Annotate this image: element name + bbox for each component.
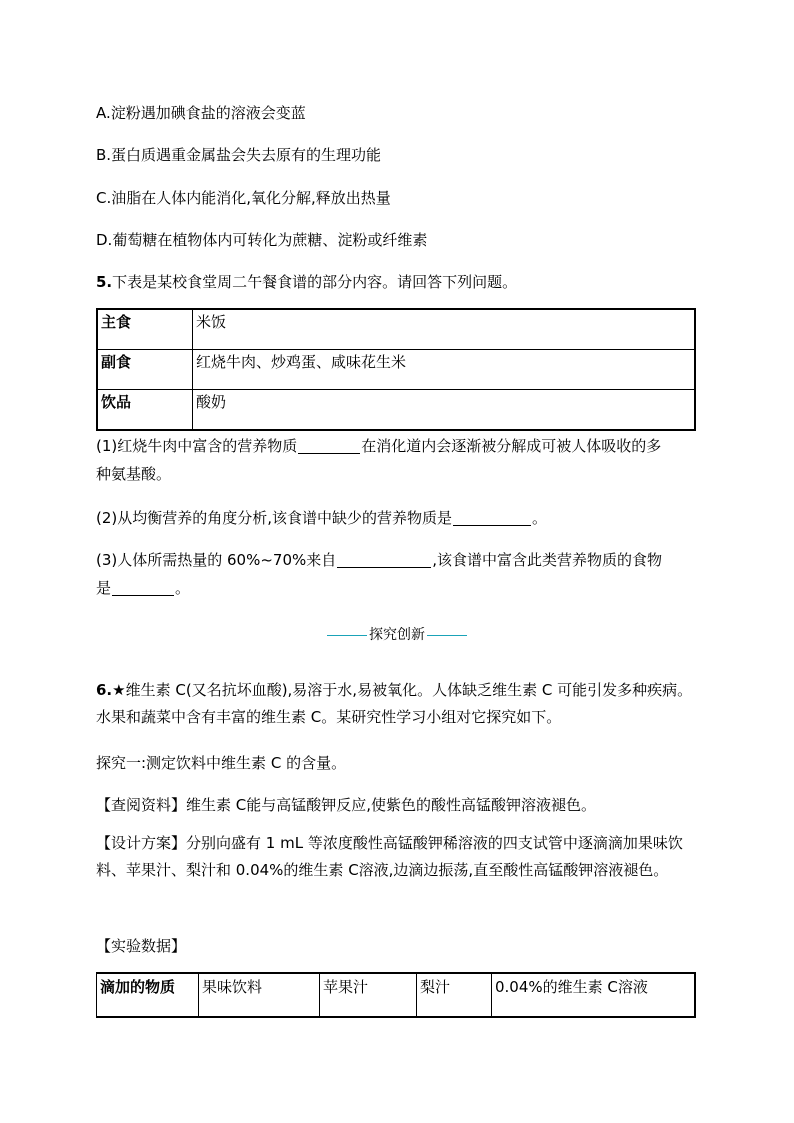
answer-blank[interactable] — [112, 579, 174, 596]
table-cell: 米饭 — [193, 309, 696, 350]
section-heading — [0, 624, 794, 644]
menu-table — [96, 308, 696, 431]
reference-info — [96, 794, 596, 815]
option-b: B.蛋白质遇重金属盐会失去原有的生理功能 — [96, 146, 382, 164]
star-icon: ★ — [112, 681, 126, 699]
question-number: 5. — [96, 273, 113, 291]
table-cell: 酸奶 — [193, 390, 696, 431]
option-c: C.油脂在人体内能消化,氧化分解,释放出热量 — [96, 189, 391, 207]
sub-question-text: ,该食谱中富含此类营养物质的食物 — [432, 551, 663, 569]
sub-question-text: (2)从均衡营养的角度分析,该食谱中缺少的营养物质是 — [96, 509, 453, 527]
table-row — [97, 390, 695, 431]
table-header-cell: 滴加的物质 — [97, 973, 199, 1017]
sub-question-text: 。 — [532, 509, 548, 527]
question-5-stem — [96, 271, 517, 292]
sub-question-3-cont — [96, 577, 190, 598]
divider — [327, 635, 367, 636]
experiment-table — [96, 972, 696, 1018]
paragraph-text: 分别向盛有 1 mL 等浓度酸性高锰酸钾稀溶液的四支试管中逐滴滴加果味饮料、苹果汁、梨汁和 0.04%的维生素 C溶液,边滴边振荡,直至酸性高锰酸钾溶液褪色。 — [96, 834, 683, 879]
data-heading: 【实验数据】 — [96, 937, 187, 955]
sub-question-text: (1)红烧牛肉中富含的营养物质 — [96, 437, 298, 455]
table-header-cell: 饮品 — [97, 390, 193, 431]
question-text: 维生素 C(又名抗坏血酸),易溶于水,易被氧化。人体缺乏维生素 C 可能引发多种疾病。水果和蔬菜中含有丰富的维生素 C。某研究性学习小组对它探究如下。 — [96, 681, 693, 726]
answer-blank[interactable] — [337, 551, 431, 568]
sub-question-text: 。 — [175, 579, 191, 597]
answer-blank[interactable] — [298, 437, 360, 454]
table-header-cell: 苹果汁 — [320, 973, 417, 1017]
option-a: A.淀粉遇加碘食盐的溶液会变蓝 — [96, 104, 306, 122]
answer-blank[interactable] — [453, 509, 531, 526]
paragraph-text: 维生素 C能与高锰酸钾反应,使紫色的酸性高锰酸钾溶液褪色。 — [186, 796, 597, 814]
section-title: 探究创新 — [369, 627, 425, 643]
sub-question-text: (3)人体所需热量的 60%~70%来自 — [96, 551, 337, 569]
table-cell: 红烧牛肉、炒鸡蛋、咸味花生米 — [193, 350, 696, 390]
question-6-stem — [96, 677, 696, 731]
table-row — [97, 350, 695, 390]
design-plan — [96, 830, 696, 884]
sub-question-1 — [96, 435, 661, 456]
question-text: 下表是某校食堂周二午餐食谱的部分内容。请回答下列问题。 — [112, 273, 518, 291]
table-header-cell: 果味饮料 — [199, 973, 320, 1017]
sub-question-1-cont: 种氨基酸。 — [96, 465, 172, 483]
sub-question-3 — [96, 549, 662, 570]
sub-question-2 — [96, 507, 547, 528]
question-number: 6. — [96, 681, 113, 699]
tag-label: 【设计方案】 — [96, 834, 187, 852]
table-header-cell: 梨汁 — [417, 973, 492, 1017]
tag-label: 【查阅资料】 — [96, 796, 187, 814]
table-header-cell: 副食 — [97, 350, 193, 390]
table-header-cell: 0.04%的维生素 C溶液 — [492, 973, 696, 1017]
divider — [427, 635, 467, 636]
sub-question-text: 是 — [96, 579, 112, 597]
table-header-cell: 主食 — [97, 309, 193, 350]
option-d: D.葡萄糖在植物体内可转化为蔗糖、淀粉或纤维素 — [96, 231, 428, 249]
table-row — [97, 973, 696, 1017]
table-row — [97, 309, 695, 350]
explore-1: 探究一:测定饮料中维生素 C 的含量。 — [96, 754, 347, 772]
sub-question-text: 在消化道内会逐渐被分解成可被人体吸收的多 — [361, 437, 662, 455]
